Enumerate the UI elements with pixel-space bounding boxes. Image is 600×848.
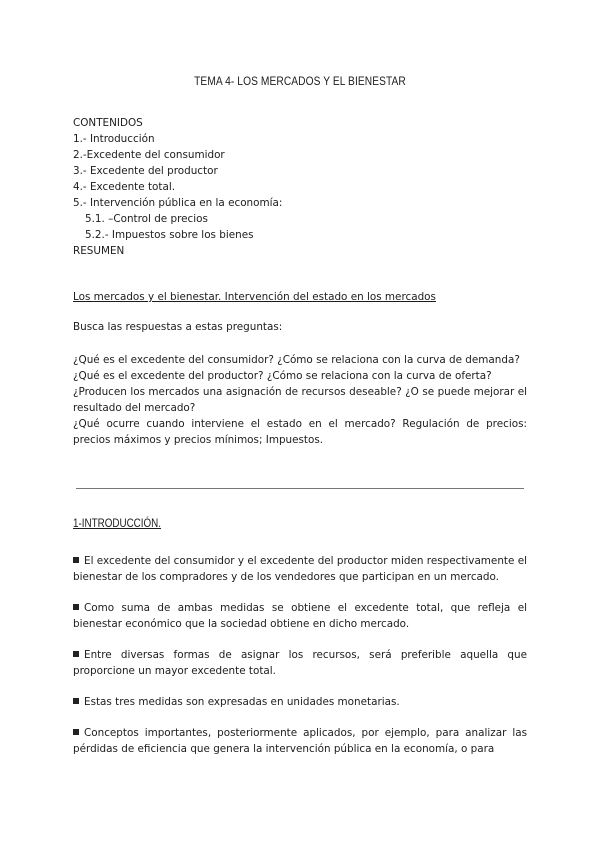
square-bullet-icon: [73, 651, 79, 657]
document-title: TEMA 4- LOS MERCADOS Y EL BIENESTAR: [194, 74, 406, 88]
bullet-item: Estas tres medidas son expresadas en unidades monetarias.: [73, 694, 527, 710]
toc-item: 1.- Introducción: [73, 133, 155, 145]
toc-heading: CONTENIDOS: [73, 117, 143, 129]
horizontal-divider: [76, 488, 524, 489]
bullet-item: Entre diversas formas de asignar los recursos, será preferible aquella que proporcione un mayor excedente total.: [73, 649, 527, 677]
square-bullet-icon: [73, 557, 79, 563]
toc-subitem: 5.1. –Control de precios: [85, 213, 208, 225]
toc-item: 2.-Excedente del consumidor: [73, 149, 225, 161]
questions-block: [73, 352, 527, 448]
square-bullet-icon: [73, 729, 79, 735]
question: ¿Producen los mercados una asignación de recursos deseable? ¿O se puede mejorar el resultado del mercado?: [73, 386, 527, 414]
toc-item: RESUMEN: [73, 245, 125, 257]
question: ¿Qué ocurre cuando interviene el estado en el mercado? Regulación de precios: precios máximos y precios mínimos; Impuestos.: [73, 418, 527, 446]
question: ¿Qué es el excedente del productor? ¿Cómo se relaciona con la curva de oferta?: [73, 370, 492, 382]
question: ¿Qué es el excedente del consumidor? ¿Cómo se relaciona con la curva de demanda?: [73, 354, 520, 366]
bullet-item: Como suma de ambas medidas se obtiene el excedente total, que refleja el bienestar económico que la sociedad obtiene en dicho mercado.: [73, 602, 527, 630]
bullet-item: Conceptos importantes, posteriormente aplicados, por ejemplo, para analizar las pérdidas de eficiencia que genera la intervención pública en la economía, o para: [73, 727, 527, 755]
toc-item: 4.- Excedente total.: [73, 181, 176, 193]
instruction-text: Busca las respuestas a estas preguntas:: [73, 321, 283, 333]
toc-subitem: 5.2.- Impuestos sobre los bienes: [85, 229, 254, 241]
bullet-item: El excedente del consumidor y el excedente del productor miden respectivamente el bienestar de los compradores y de los vendedores que participan en un mercado.: [73, 555, 527, 583]
table-of-contents: [73, 115, 282, 259]
square-bullet-icon: [73, 604, 79, 610]
bullet-list: [73, 553, 527, 772]
square-bullet-icon: [73, 698, 79, 704]
toc-item: 3.- Excedente del productor: [73, 165, 218, 177]
subheading: Los mercados y el bienestar. Intervención del estado en los mercados: [73, 291, 436, 303]
section-title: 1-INTRODUCCIÓN.: [73, 516, 162, 530]
toc-item: 5.- Intervención pública en la economía:: [73, 197, 283, 209]
